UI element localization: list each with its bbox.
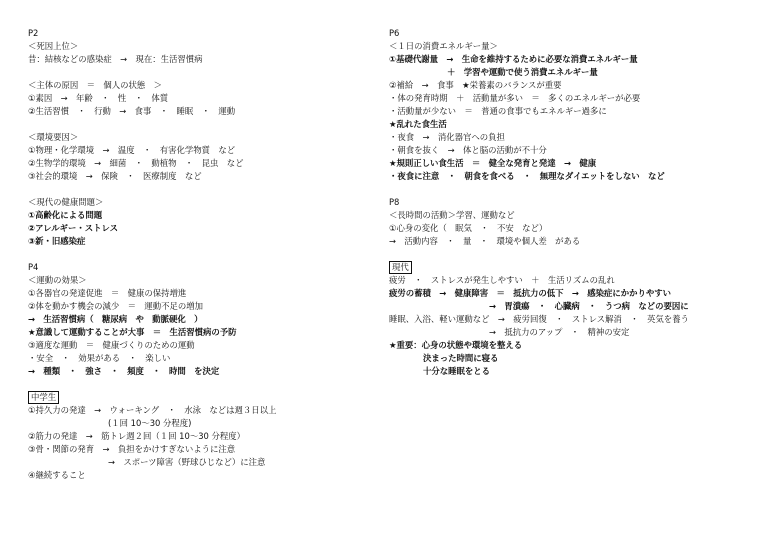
long-activity-2: → 活動内容 ・ 量 ・ 環境や個人差 がある [389, 236, 581, 246]
daily-energy-heading: ＜１日の消費エネルギー量＞ [389, 41, 498, 51]
middle-school-1: ①持久力の発達 → ウォーキング ・ 水泳 などは週３日以上 [28, 405, 277, 415]
right-column [389, 27, 734, 378]
modern-3: → 胃潰瘍 ・ 心臓病 ・ うつ病 などの要因に [489, 301, 689, 311]
middle-school-2: (１回 10～30 分程度) [108, 418, 192, 428]
subject-cause-1: ①素因 → 年齢 ・ 性 ・ 体質 [28, 93, 169, 103]
page-label-p8: P8 [389, 197, 400, 207]
death-causes-heading: ＜死因上位＞ [28, 41, 79, 51]
daily-energy-1: ①基礎代謝量 → 生命を維持するために必要な消費エネルギー量 [389, 54, 638, 64]
modern-4: 睡眠、入浴、軽い運動など → 疲労回復 ・ ストレス解消 ・ 英気を養う [389, 314, 689, 324]
daily-energy-7: ・夜食 → 消化器官への負担 [389, 132, 505, 142]
subject-cause-heading: ＜主体の原因 ＝ 個人の状態 ＞ [28, 80, 162, 90]
modern-8: 十分な睡眠をとる [423, 366, 490, 376]
modern-7: 決まった時間に寝る [423, 353, 499, 363]
exercise-effect-heading: ＜運動の効果＞ [28, 275, 87, 285]
daily-energy-4: ・体の発育時期 ＋ 活動量が多い ＝ 多くのエネルギーが必要 [389, 93, 641, 103]
modern-problem-3: ③新・旧感染症 [28, 236, 86, 246]
page-label-p6: P6 [389, 28, 400, 38]
exercise-effect-4: ★意識して運動することが大事 ＝ 生活習慣病の予防 [28, 327, 237, 337]
exercise-effect-2: ②体を動かす機会の減少 ＝ 運動不足の増加 [28, 301, 204, 311]
left-column [28, 27, 373, 482]
exercise-effect-5: ③適度な運動 ＝ 健康づくりのための運動 [28, 340, 195, 350]
environment-heading: ＜環境要因＞ [28, 132, 79, 142]
page-label-p4: P4 [28, 262, 39, 272]
death-causes-line: 昔：結核などの感染症 → 現在：生活習慣病 [28, 54, 203, 64]
long-activity-heading: ＜長時間の活動＞学習、運動など [389, 210, 515, 220]
modern-problem-1: ①高齢化による問題 [28, 210, 103, 220]
modern-problems-heading: ＜現代の健康問題＞ [28, 197, 104, 207]
middle-school-label: 中学生 [28, 391, 59, 404]
page-label-p2: P2 [28, 28, 39, 38]
middle-school-4: ③骨・関節の発育 → 負担をかけすぎないように注意 [28, 444, 236, 454]
daily-energy-10: ・夜食に注意 ・ 朝食を食べる ・ 無理なダイエットをしない など [389, 171, 665, 181]
modern-1: 疲労 ・ ストレスが発生しやすい ＋ 生活リズムの乱れ [389, 275, 615, 285]
environment-1: ①物理・化学環境 → 温度 ・ 有害化学物質 など [28, 145, 236, 155]
long-activity-1: ①心身の変化（ 眠気 ・ 不安 など） [389, 223, 548, 233]
middle-school-3: ②筋力の発達 → 筋トレ週２回（１回 10～30 分程度） [28, 431, 246, 441]
daily-energy-8: ・朝食を抜く → 体と脳の活動が不十分 [389, 145, 547, 155]
exercise-effect-3: → 生活習慣病（ 糖尿病 や 動脈硬化 ） [28, 314, 203, 324]
exercise-effect-7: → 種類 ・ 強さ ・ 頻度 ・ 時間 を決定 [28, 366, 220, 376]
middle-school-5: → スポーツ障害（野球ひじなど）に注意 [108, 457, 266, 467]
daily-energy-5: ・活動量が少ない ＝ 普通の食事でもエネルギー過多に [389, 106, 607, 116]
exercise-effect-6: ・安全 ・ 効果がある ・ 楽しい [28, 353, 171, 363]
subject-cause-2: ②生活習慣 ・ 行動 → 食事 ・ 睡眠 ・ 運動 [28, 106, 236, 116]
modern-problem-2: ②アレルギー・ストレス [28, 223, 119, 233]
environment-3: ③社会的環境 → 保険 ・ 医療制度 など [28, 171, 202, 181]
modern-label: 現代 [389, 261, 412, 274]
daily-energy-9: ★規則正しい食生活 ＝ 健全な発育と発達 → 健康 [389, 158, 597, 168]
exercise-effect-1: ①各器官の発達促進 ＝ 健康の保持増進 [28, 288, 187, 298]
daily-energy-2: ＋ 学習や運動で使う消費エネルギー量 [447, 67, 598, 77]
modern-2: 疲労の蓄積 → 健康障害 ＝ 抵抗力の低下 → 感染症にかかりやすい [389, 288, 672, 298]
daily-energy-6: ★乱れた食生活 [389, 119, 447, 129]
modern-5: → 抵抗力のアップ ・ 精神の安定 [489, 327, 630, 337]
middle-school-6: ④継続すること [28, 470, 86, 480]
modern-6: ★重要：心身の状態や環境を整える [389, 340, 523, 350]
environment-2: ②生物学的環境 → 細菌 ・ 動植物 ・ 昆虫 など [28, 158, 244, 168]
daily-energy-3: ②補給 → 食事 ★栄養素のバランスが重要 [389, 80, 562, 90]
